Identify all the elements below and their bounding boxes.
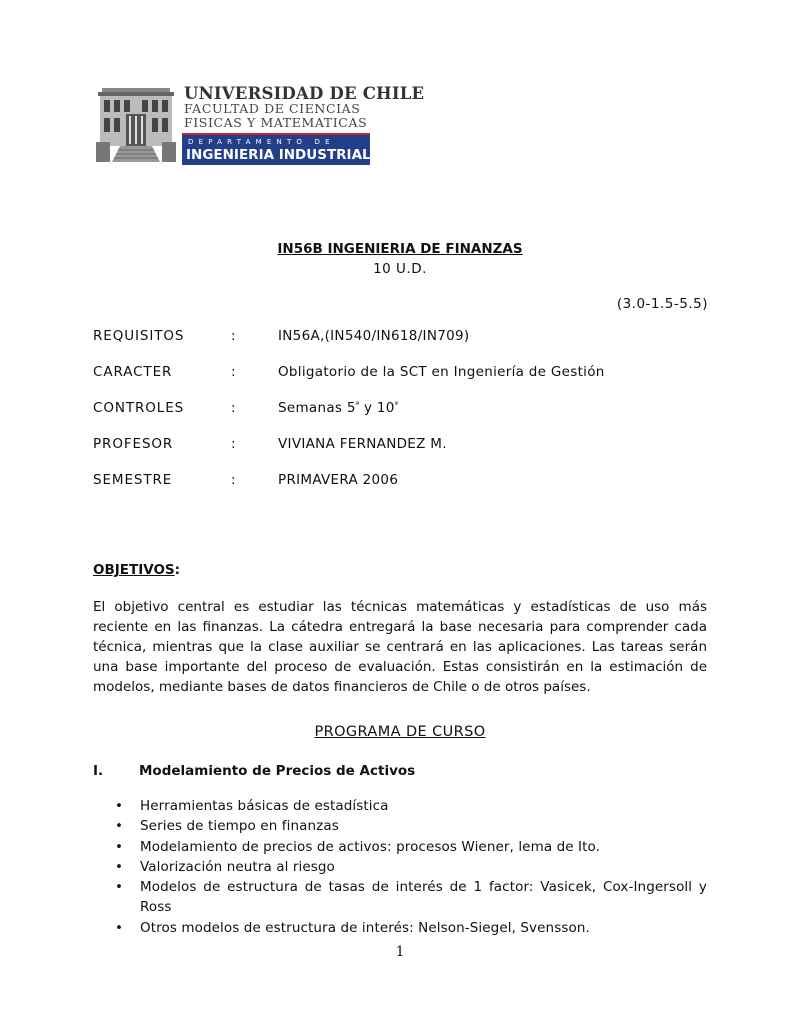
info-label-caracter: CARACTER [93,364,173,380]
course-title: IN56B INGENIERIA DE FINANZAS [277,241,523,257]
logo-department-bar [182,133,370,165]
bullet-icon: • [115,838,124,855]
info-label-requisitos: REQUISITOS [93,328,185,344]
list-item: • Modelos de estructura de tasas de interés de 1 factor: Vasicek, Cox-Ingersoll y Ross [115,879,707,916]
info-value-requisitos: IN56A,(IN540/IN618/IN709) [278,328,470,344]
info-colon: : [231,364,236,380]
program-heading: PROGRAMA DE CURSO [314,724,486,740]
info-value-profesor: VIVIANA FERNANDEZ M. [278,436,447,452]
info-colon: : [231,328,236,344]
page-number: 1 [395,944,405,960]
info-value-controles: Semanas $5^ª$ y $10^ª$ [278,400,399,416]
info-label-semestre: SEMESTRE [93,472,173,488]
bullet-icon: • [115,858,124,875]
bullet-icon: • [115,798,124,814]
objectives-heading: OBJETIVOS: [93,562,181,578]
logo-university-name: UNIVERSIDAD DE CHILE [184,84,425,103]
course-hours: (3.0-1.5-5.5) [616,296,708,312]
list-item: • Series de tiempo en finanzas [115,816,707,836]
list-item: • Herramientas básicas de estadística [115,796,707,816]
info-colon: : [231,436,236,452]
section-title: Modelamiento de Precios de Activos [139,763,416,779]
bullet-icon: • [115,919,124,936]
logo-department-label: DEPARTAMENTO DE [188,138,335,146]
logo-faculty-line2: FISICAS Y MATEMATICAS [184,115,368,130]
list-item: • Otros modelos de estructura de interés: Nelson-Siegel, Svensson. [115,918,707,938]
info-label-controles: CONTROLES [93,400,185,416]
bullet-icon: • [115,818,124,835]
section-number: I. [93,763,104,779]
objectives-paragraph: El objetivo central es estudiar las técnicas matemáticas y estadísticas de uso más reciente en las finanzas. La cátedra entregará la base necesaria para comprender cada técnica, mientras que la clase auxiliar se centrará en las aplicaciones. Las tareas serán una base importante del proceso de evaluación. Estas consistirán en la estimación de modelos, mediante bases de datos financieros de Chile o de otros países. [93,599,707,695]
list-item: • Modelamiento de precios de activos: procesos Wiener, lema de Ito. [115,837,707,857]
list-item: • Valorización neutra al riesgo [115,857,707,877]
info-value-caracter: Obligatorio de la SCT en Ingeniería de Gestión [278,364,605,380]
info-colon: : [231,472,236,488]
logo-faculty-line1: FACULTAD DE CIENCIAS [184,101,361,116]
course-units: 10 U.D. [373,261,427,277]
info-colon: : [231,400,236,416]
logo-department-name: INGENIERIA INDUSTRIAL [186,147,371,163]
info-label-profesor: PROFESOR [93,436,174,452]
bullet-icon: • [115,879,124,896]
topic-list [115,796,707,938]
building-icon [96,86,176,164]
info-value-semestre: PRIMAVERA 2006 [278,472,399,488]
